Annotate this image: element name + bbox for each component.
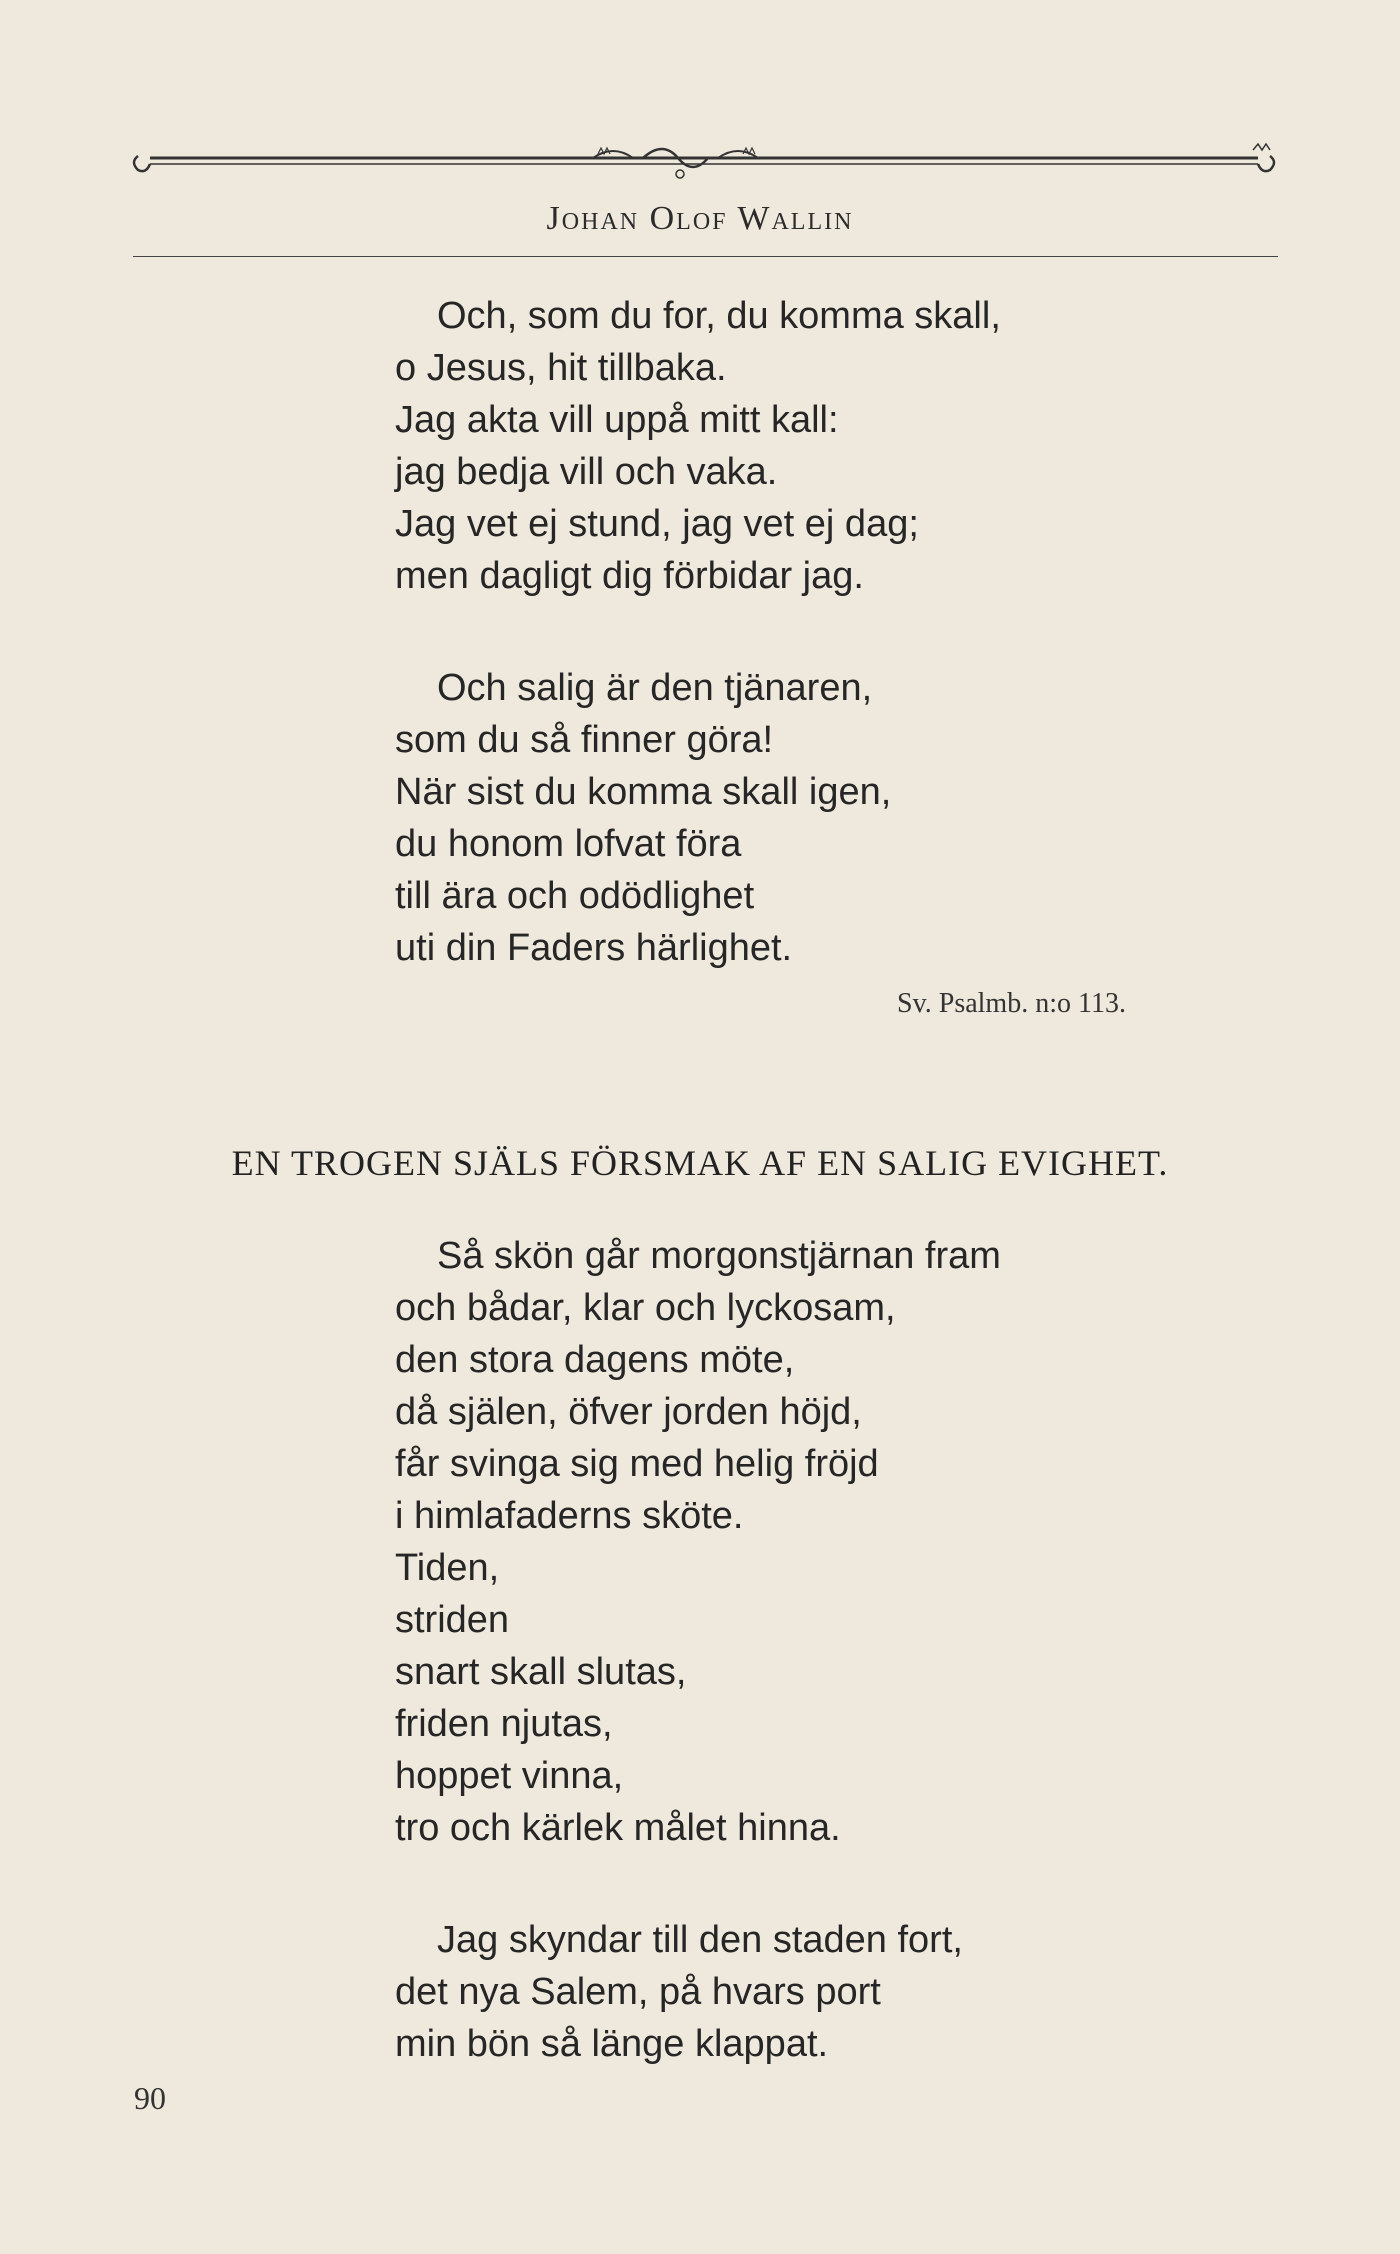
poem-line: får svinga sig med helig fröjd xyxy=(395,1443,879,1485)
poem-stanza-2 xyxy=(395,662,891,974)
poem-line: Och, som du for, du komma skall, xyxy=(437,295,1001,337)
hymn-source-reference: Sv. Psalmb. n:o 113. xyxy=(897,988,1126,1019)
poem-line: Och salig är den tjänaren, xyxy=(437,667,873,709)
poem-line: Tiden, xyxy=(395,1547,500,1589)
poem-line: som du så finner göra! xyxy=(395,719,774,761)
poem-line: till ära och odödlighet xyxy=(395,875,755,917)
poem-line: friden njutas, xyxy=(395,1703,613,1745)
poem-stanza-3 xyxy=(395,1230,1001,1854)
poem-line: men dagligt dig förbidar jag. xyxy=(395,555,864,597)
poem-line: Jag skyndar till den staden fort, xyxy=(437,1919,963,1961)
header-divider xyxy=(133,256,1278,257)
poem-line: Jag akta vill uppå mitt kall: xyxy=(395,399,839,441)
poem-line: jag bedja vill och vaka. xyxy=(395,451,778,493)
poem-line: tro och kärlek målet hinna. xyxy=(395,1807,841,1849)
poem-line: uti din Faders härlighet. xyxy=(395,927,793,969)
poem-line: o Jesus, hit tillbaka. xyxy=(395,347,727,389)
poem-line: snart skall slutas, xyxy=(395,1651,687,1693)
header-ornament-rule xyxy=(128,138,1280,188)
running-head-author: Johan Olof Wallin xyxy=(546,200,854,237)
poem-line: och bådar, klar och lyckosam, xyxy=(395,1287,896,1329)
poem-line: När sist du komma skall igen, xyxy=(395,771,892,813)
poem-line: då själen, öfver jorden höjd, xyxy=(395,1391,862,1433)
poem-line: striden xyxy=(395,1599,510,1641)
poem-line: hoppet vinna, xyxy=(395,1755,624,1797)
poem-stanza-4 xyxy=(395,1914,963,2070)
poem-line: i himlafaderns sköte. xyxy=(395,1495,744,1537)
poem-line: Så skön går morgonstjärnan fram xyxy=(437,1235,1001,1277)
poem-title: EN TROGEN SJÄLS FÖRSMAK AF EN SALIG EVIGHET. xyxy=(231,1143,1169,1183)
poem-line: Jag vet ej stund, jag vet ej dag; xyxy=(395,503,919,545)
poem-stanza-1 xyxy=(395,290,1001,602)
poem-line: min bön så länge klappat. xyxy=(395,2023,829,2065)
poem-line: den stora dagens möte, xyxy=(395,1339,795,1381)
poem-line: du honom lofvat föra xyxy=(395,823,742,865)
page-number: 90 xyxy=(134,2080,166,2116)
poem-line: det nya Salem, på hvars port xyxy=(395,1971,881,2013)
